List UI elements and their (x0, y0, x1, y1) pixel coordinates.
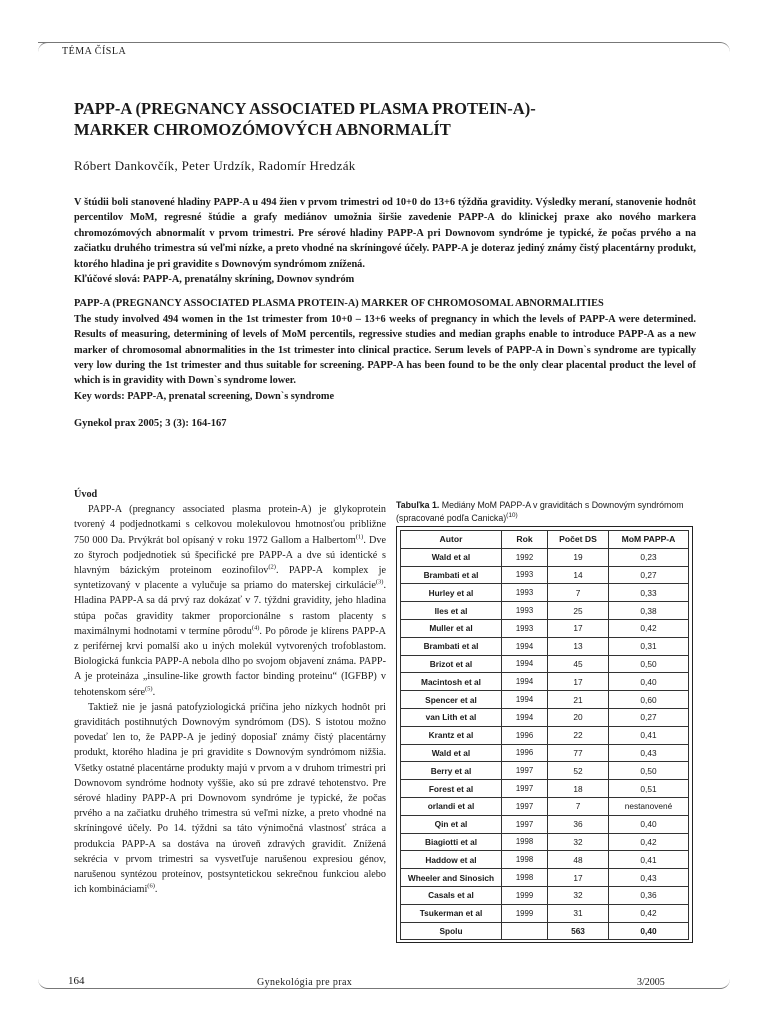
table-row (401, 869, 689, 887)
cell-year: 1992 (502, 548, 548, 566)
cell-count: 32 (548, 886, 609, 904)
cell-year: 1997 (502, 780, 548, 798)
authors: Róbert Dankovčík, Peter Urdzík, Radomír Hredzák (74, 158, 356, 173)
cell-year: 1997 (502, 815, 548, 833)
cell-count: 25 (548, 602, 609, 620)
cell-count: 18 (548, 780, 609, 798)
cell-author: van Lith et al (401, 708, 502, 726)
cell-author: Berry et al (401, 762, 502, 780)
header-year: Rok (502, 531, 548, 549)
page-number: 164 (68, 975, 85, 987)
article-title (74, 98, 634, 140)
cell-year: 1998 (502, 869, 548, 887)
cell-mom: 0,41 (609, 851, 689, 869)
data-table (400, 530, 689, 940)
section-heading: Úvod (74, 489, 98, 500)
cell-year: 1999 (502, 904, 548, 922)
cell-count: 563 (548, 922, 609, 940)
table-row (401, 548, 689, 566)
cell-mom: 0,40 (609, 922, 689, 940)
cell-count: 17 (548, 673, 609, 691)
cell-count: 21 (548, 691, 609, 709)
header-mom: MoM PAPP-A (609, 531, 689, 549)
cell-author: Spolu (401, 922, 502, 940)
keywords-slovak: Kľúčové slová: PAPP-A, prenatálny skríning, Downov syndróm (74, 274, 355, 286)
cell-mom: 0,27 (609, 708, 689, 726)
table-row (401, 797, 689, 815)
abstract-block (74, 195, 696, 404)
cell-year: 1993 (502, 619, 548, 637)
table-row (401, 691, 689, 709)
cell-author: Macintosh et al (401, 673, 502, 691)
cell-author: Muller et al (401, 619, 502, 637)
cell-count: 17 (548, 619, 609, 637)
abstract-slovak: V štúdii boli stanovené hladiny PAPP-A u 494 žien v prvom trimestri od 10+0 do 13+6 týždňa gravidity. Výsledky meraní, stanovenie hodnôt percentilov MoM, regresné štúdie a grafy mediánov umožnia širšie zavedenie PAPP-A do klinickej praxe ako nového markera chromozómových abnormalít v prvom trimestri. Pre sérové hladiny PAPP-A pri Downovom syndróme je typické, že počas prvého a na začiatku druhého trimestra sú veľmi nízke, a preto vhodné na skríningové účely. PAPP-A je doteraz jediný známy čistý placentárny produkt, ktorého hladina je pri gravidite s Downovým syndrómom znížená. (74, 197, 696, 270)
cell-year: 1994 (502, 691, 548, 709)
table-row (401, 851, 689, 869)
title-line-1: PAPP-A (PREGNANCY ASSOCIATED PLASMA PROTEIN-A)- (74, 99, 536, 118)
cell-mom: 0,42 (609, 833, 689, 851)
table-row (401, 655, 689, 673)
cell-author: Haddow et al (401, 851, 502, 869)
table-row (401, 602, 689, 620)
table-row (401, 762, 689, 780)
cell-count: 48 (548, 851, 609, 869)
table-row (401, 673, 689, 691)
cell-count: 14 (548, 566, 609, 584)
abstract-english: The study involved 494 women in the 1st trimester from 10+0 – 13+6 weeks of pregnancy in which the levels of PAPP-A were determined. Results of measuring, determining of levels of MoM percentils, regressive studies and median graphs enable to introduce PAPP-A as a new marker of chromosomal abnormalities in the 1st trimester into clinical practice. Serum levels of PAPP-A in Down`s syndrome are typically very low during the 1st trimester and thus suitable for screening. PAPP-A has been found to be the only clear placental product the level of which is in gravidity with Down`s syndrome lower. (74, 313, 696, 387)
cell-mom: 0,50 (609, 655, 689, 673)
cell-count: 7 (548, 584, 609, 602)
table-row (401, 833, 689, 851)
cell-mom: 0,27 (609, 566, 689, 584)
cell-mom: 0,36 (609, 886, 689, 904)
paragraph-2: Taktiež nie je jasná patofyziologická príčina jeho nízkych hodnôt pri graviditách postihnutých Downovým syndrómom (DS). S istotou možno povedať len to, že PAPP-A je jediný doposiaľ známy čistý placentárny produkt, ktorého hladina je pri gravidite s Downovým syndrómom nižšia. Všetky ostatné placentárne produkty majú v prvom a v druhom trimestri pri Downovom syndróme hodnoty vyššie, ako sú pre zdravé tehotenstvo. Pre sérové hladiny PAPP-A pri Downovom syndróme je typické, že počas prvého a na začiatku druhého trimestra sú veľmi nízke, a preto vhodné na skríningové účely. Po 14. týždni sa táto výnimočná vlastnosť stráca a produkcia PAPP-A sa dostáva na úroveň zdravých gravidít. Znížená sekrécia v prvom trimestri sa vysvetľuje narušenou expresiou génov, narušenou syntézou proteínov, postsyntetickou sekrečnou funkciou alebo ich kombináciami$^{(6)}$. (74, 701, 386, 896)
cell-author: Wald et al (401, 744, 502, 762)
cell-count: 52 (548, 762, 609, 780)
title-line-2: MARKER CHROMOZÓMOVÝCH ABNORMALÍT (74, 120, 451, 139)
cell-mom: nestanovené (609, 797, 689, 815)
header-author: Autor (401, 531, 502, 549)
cell-count: 32 (548, 833, 609, 851)
cell-year: 1994 (502, 637, 548, 655)
cell-year: 1998 (502, 851, 548, 869)
cell-author: Wheeler and Sinosich (401, 869, 502, 887)
cell-count: 36 (548, 815, 609, 833)
table-row (401, 619, 689, 637)
cell-mom: 0,51 (609, 780, 689, 798)
table-frame (396, 526, 693, 943)
cell-author: Krantz et al (401, 726, 502, 744)
cell-author: Brizot et al (401, 655, 502, 673)
header-rule (38, 42, 730, 65)
keywords-english: Key words: PAPP-A, prenatal screening, Down`s syndrome (74, 390, 335, 402)
cell-author: Spencer et al (401, 691, 502, 709)
cell-mom: 0,40 (609, 673, 689, 691)
cell-author: Casals et al (401, 886, 502, 904)
table-row (401, 904, 689, 922)
cell-count: 22 (548, 726, 609, 744)
paragraph-1: PAPP-A (pregnancy associated plasma protein-A) je glykoprotein tvorený 4 podjednotkami s celkovou molekulovou hmotnosťou približne 750 000 Da. Prvýkrát bol opísaný v roku 1972 Gallom a Halbertom$^{(1)}$. Dve zo štyroch podjednotiek sú špecifické pre PAPP-A a dve sú identické s hlavným bázickým proteinom eozinofilov$^{(2)}$. PAPP-A komplex je syntetizovaný v placente a vylučuje sa priamo do materskej cirkulácie$^{(3)}$. Hladina PAPP-A sa dá prvý raz dokázať v 7. týždni gravidity, jeho hladina stúpa počas gravidity takmer proporcionálne s rastom placenty s maximálnymi hodnotami v termíne pôrodu$^{(4)}$. Po pôrode je klírens PAPP-A z periférnej krvi pomalší ako u iných molekúl vytvorených trofoblastom. Biologická funkcia PAPP-A nebola dlho po svojom objavení známa. PAPP-A je proteináza „insuline-like growth factor binding proteinu“ (IGFBP) v tehotenskom sére$^{(5)}$. (74, 504, 387, 698)
table-row (401, 566, 689, 584)
cell-mom: 0,23 (609, 548, 689, 566)
table-row (401, 744, 689, 762)
cell-author: Qin et al (401, 815, 502, 833)
cell-mom: 0,42 (609, 904, 689, 922)
header-count: Počet DS (548, 531, 609, 549)
cell-year: 1996 (502, 726, 548, 744)
cell-year: 1994 (502, 655, 548, 673)
body-text (74, 487, 386, 897)
footer-rule (38, 968, 730, 989)
cell-author: Brambati et al (401, 566, 502, 584)
cell-year: 1993 (502, 602, 548, 620)
cell-count: 17 (548, 869, 609, 887)
cell-year: 1999 (502, 886, 548, 904)
cell-author: Brambati et al (401, 637, 502, 655)
section-label: TÉMA ČÍSLA (62, 46, 127, 57)
table-row (401, 726, 689, 744)
english-title: PAPP-A (PREGNANCY ASSOCIATED PLASMA PROTEIN-A) MARKER OF CHROMOSOMAL ABNORMALITIES (74, 298, 604, 310)
cell-author: Forest et al (401, 780, 502, 798)
cell-mom: 0,50 (609, 762, 689, 780)
cell-mom: 0,60 (609, 691, 689, 709)
issue-number: 3/2005 (637, 977, 665, 988)
table-header-row (401, 531, 689, 549)
table-row (401, 708, 689, 726)
cell-count: 7 (548, 797, 609, 815)
table-row (401, 780, 689, 798)
cell-year: 1993 (502, 584, 548, 602)
cell-author: Tsukerman et al (401, 904, 502, 922)
cell-count: 13 (548, 637, 609, 655)
table-row (401, 584, 689, 602)
table-row (401, 886, 689, 904)
cell-mom: 0,43 (609, 869, 689, 887)
citation: Gynekol prax 2005; 3 (3): 164-167 (74, 418, 227, 429)
cell-author: orlandi et al (401, 797, 502, 815)
cell-mom: 0,43 (609, 744, 689, 762)
cell-year (502, 922, 548, 940)
table-row (401, 637, 689, 655)
journal-name: Gynekológia pre prax (257, 977, 353, 988)
cell-author: Hurley et al (401, 584, 502, 602)
cell-year: 1994 (502, 673, 548, 691)
cell-mom: 0,38 (609, 602, 689, 620)
cell-year: 1994 (502, 708, 548, 726)
cell-mom: 0,41 (609, 726, 689, 744)
cell-year: 1997 (502, 762, 548, 780)
cell-count: 19 (548, 548, 609, 566)
cell-author: Biagiotti et al (401, 833, 502, 851)
cell-count: 45 (548, 655, 609, 673)
cell-count: 31 (548, 904, 609, 922)
cell-mom: 0,40 (609, 815, 689, 833)
cell-mom: 0,31 (609, 637, 689, 655)
table-total-row (401, 922, 689, 940)
cell-count: 77 (548, 744, 609, 762)
cell-year: 1996 (502, 744, 548, 762)
cell-mom: 0,33 (609, 584, 689, 602)
cell-mom: 0,42 (609, 619, 689, 637)
cell-year: 1997 (502, 797, 548, 815)
table-row (401, 815, 689, 833)
cell-count: 20 (548, 708, 609, 726)
cell-year: 1998 (502, 833, 548, 851)
cell-author: Wald et al (401, 548, 502, 566)
cell-year: 1993 (502, 566, 548, 584)
table-caption: Tabuľka 1. Mediány MoM PAPP-A v graviditách s Downovým syndrómom (spracované podľa Canicka)$^{(10)}$ (396, 500, 684, 523)
cell-author: Iles et al (401, 602, 502, 620)
